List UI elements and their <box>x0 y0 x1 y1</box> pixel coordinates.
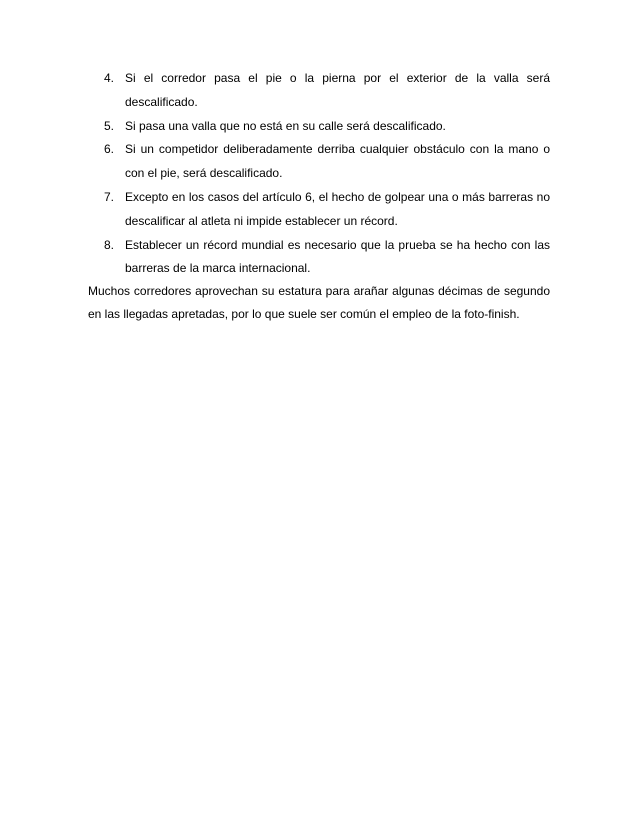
list-item-text: Si un competidor deliberadamente derriba cualquier obstáculo con la mano o con el pie, será descalificado. <box>125 142 550 181</box>
body-paragraph: Muchos corredores aprovechan su estatura para arañar algunas décimas de segundo en las llegadas apretadas, por lo que suele ser común el empleo de la foto-finish. <box>88 284 550 322</box>
list-item-number: 7. <box>104 189 115 204</box>
list-item <box>94 234 550 282</box>
rules-list <box>94 67 550 281</box>
list-item <box>94 67 550 115</box>
list-item-text: Excepto en los casos del artículo 6, el hecho de golpear una o más barreras no descalificar al atleta ni impide establecer un récord. <box>125 189 550 228</box>
list-item <box>94 115 550 139</box>
list-item-number: 8. <box>104 237 115 252</box>
list-item-text: Si pasa una valla que no está en su calle será descalificado. <box>125 118 446 133</box>
list-item-number: 5. <box>104 118 115 133</box>
list-item-text: Si el corredor pasa el pie o la pierna por el exterior de la valla será descalificado. <box>125 71 550 109</box>
list-item-number: 6. <box>104 142 115 157</box>
list-item-number: 4. <box>104 71 115 85</box>
list-item-text: Establecer un récord mundial es necesario que la prueba se ha hecho con las barreras de la marca internacional. <box>125 237 550 276</box>
list-item <box>94 138 550 186</box>
list-item <box>94 186 550 234</box>
